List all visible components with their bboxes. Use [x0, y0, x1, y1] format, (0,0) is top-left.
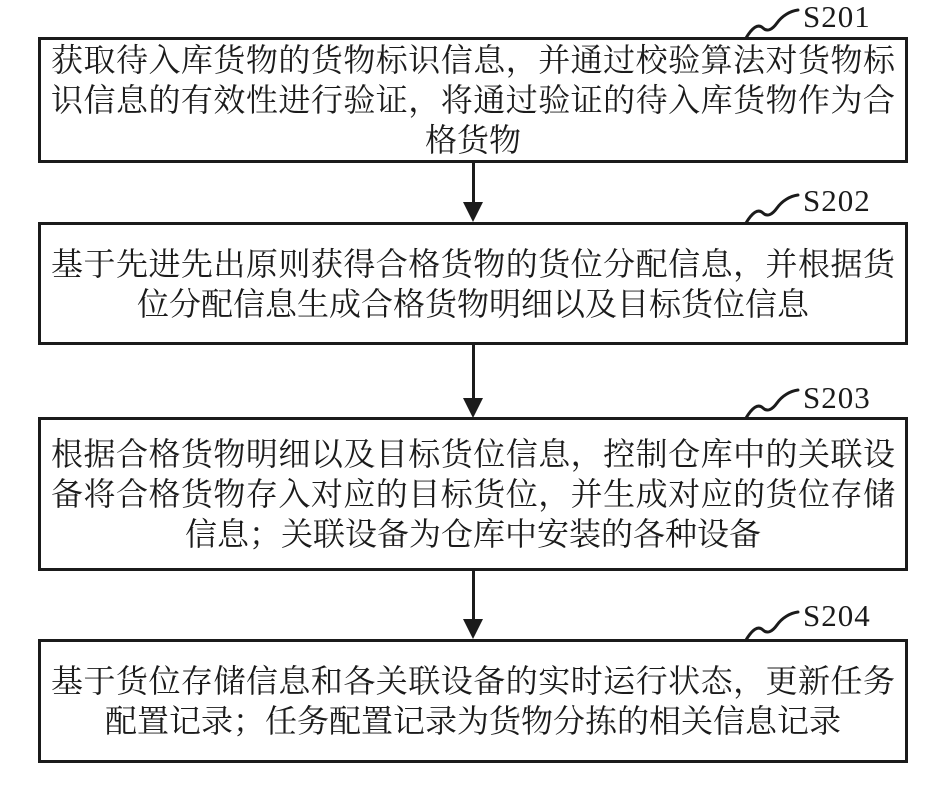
reference-squiggle-s201 [744, 8, 800, 39]
flow-arrow-shaft [472, 163, 475, 204]
reference-squiggle-s202 [744, 193, 800, 224]
step-box-s202 [38, 222, 908, 345]
step-reference-label: S203 [803, 380, 871, 415]
arrow-down-icon [463, 202, 483, 222]
flow-arrow-shaft [472, 571, 475, 621]
step-text: 获取待入库货物的货物标识信息，并通过校验算法对货物标识信息的有效性进行验证，将通过验证的待入库货物作为合格货物 [51, 42, 895, 158]
reference-squiggle-s204 [744, 610, 800, 641]
arrow-down-icon [463, 398, 483, 418]
arrow-down-icon [463, 619, 483, 639]
step-text: 根据合格货物明细以及目标货位信息，控制仓库中的关联设备将合格货物存入对应的目标货位，并生成对应的货位存储信息；关联设备为仓库中安装的各种设备 [51, 436, 895, 552]
step-reference-label: S201 [803, 0, 871, 34]
flow-arrow-shaft [472, 345, 475, 400]
step-text: 基于货位存储信息和各关联设备的实时运行状态，更新任务配置记录；任务配置记录为货物分拣的相关信息记录 [51, 663, 895, 739]
step-box-s204 [38, 639, 908, 763]
step-reference-label: S202 [803, 183, 871, 218]
reference-squiggle-s203 [744, 388, 800, 419]
step-box-s203 [38, 417, 908, 571]
step-box-s201 [38, 37, 908, 163]
step-reference-label: S204 [803, 598, 871, 633]
step-text: 基于先进先出原则获得合格货物的货位分配信息，并根据货位分配信息生成合格货物明细以及目标货位信息 [51, 245, 895, 322]
